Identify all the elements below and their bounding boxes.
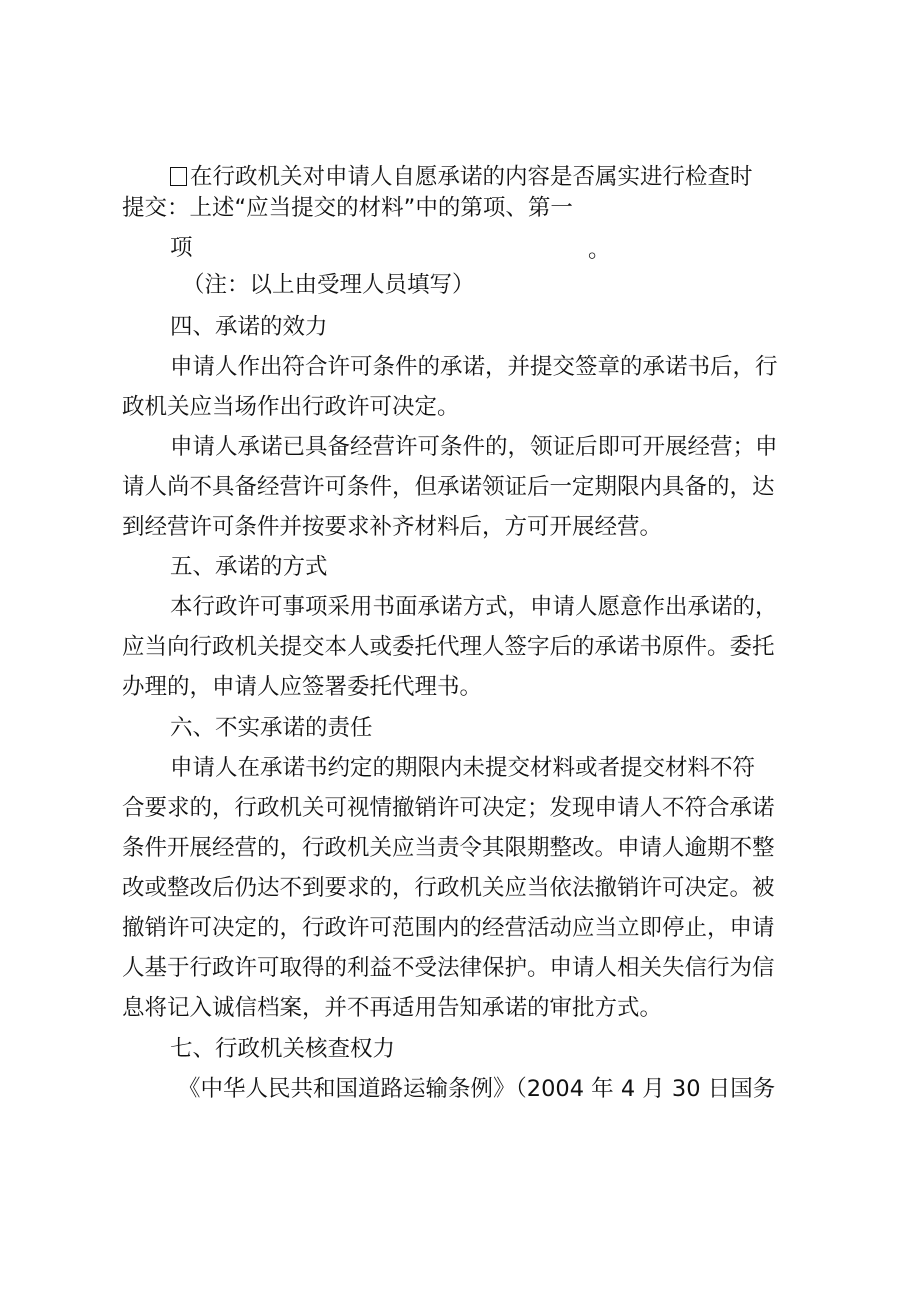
paragraph-line: 。 [588, 237, 611, 263]
section-heading: 五、承诺的方式 [170, 554, 328, 580]
checkbox-icon[interactable] [170, 167, 187, 186]
paragraph-line: 应当向行政机关提交本人或委托代理人签字后的承诺书原件。委托 [122, 634, 775, 660]
paragraph-line: 申请人在承诺书约定的期限内未提交材料或者提交材料不符 [170, 755, 756, 781]
paragraph-line: 人基于行政许可取得的利益不受法律保护。申请人相关失信行为信 [122, 955, 775, 981]
paragraph-line: 申请人作出符合许可条件的承诺，并提交签章的承诺书后，行 [170, 354, 778, 380]
paragraph-line: 《中华人民共和国道路运输条例》（2004 年 4 月 30 日国务 [178, 1076, 776, 1102]
paragraph-line: 息将记入诚信档案，并不再适用告知承诺的审批方式。 [122, 995, 663, 1021]
paragraph-line: 本行政许可事项采用书面承诺方式，申请人愿意作出承诺的， [170, 594, 778, 620]
section-heading: 七、行政机关核查权力 [170, 1036, 396, 1062]
note-line: （注：以上由受理人员填写） [182, 272, 475, 298]
paragraph-line: 项 [170, 235, 193, 261]
paragraph-line: 请人尚不具备经营许可条件，但承诺领证后一定期限内具备的，达 [122, 474, 775, 500]
paragraph-line: 合要求的，行政机关可视情撤销许可决定；发现申请人不符合承诺 [122, 795, 775, 821]
paragraph-line: 撤销许可决定的，行政许可范围内的经营活动应当立即停止，申请 [122, 915, 775, 941]
paragraph-line: 提交：上述“应当提交的材料”中的第项、第一 [122, 195, 573, 221]
paragraph-line: 政机关应当场作出行政许可决定。 [122, 394, 460, 420]
section-heading: 六、不实承诺的责任 [170, 715, 373, 741]
paragraph-line: 到经营许可条件并按要求补齐材料后，方可开展经营。 [122, 514, 663, 540]
checkbox-line [170, 162, 795, 192]
paragraph-line: 申请人承诺已具备经营许可条件的，领证后即可开展经营；申 [170, 434, 778, 460]
paragraph-line: 条件开展经营的，行政机关应当责令其限期整改。申请人逾期不整 [122, 835, 775, 861]
section-heading: 四、承诺的效力 [170, 314, 328, 340]
paragraph-line: 改或整改后仍达不到要求的，行政机关应当依法撤销许可决定。被 [122, 875, 775, 901]
paragraph-line: 办理的，申请人应签署委托代理书。 [122, 674, 483, 700]
checkbox-text: 在行政机关对申请人自愿承诺的内容是否属实进行检查时 [190, 164, 753, 190]
